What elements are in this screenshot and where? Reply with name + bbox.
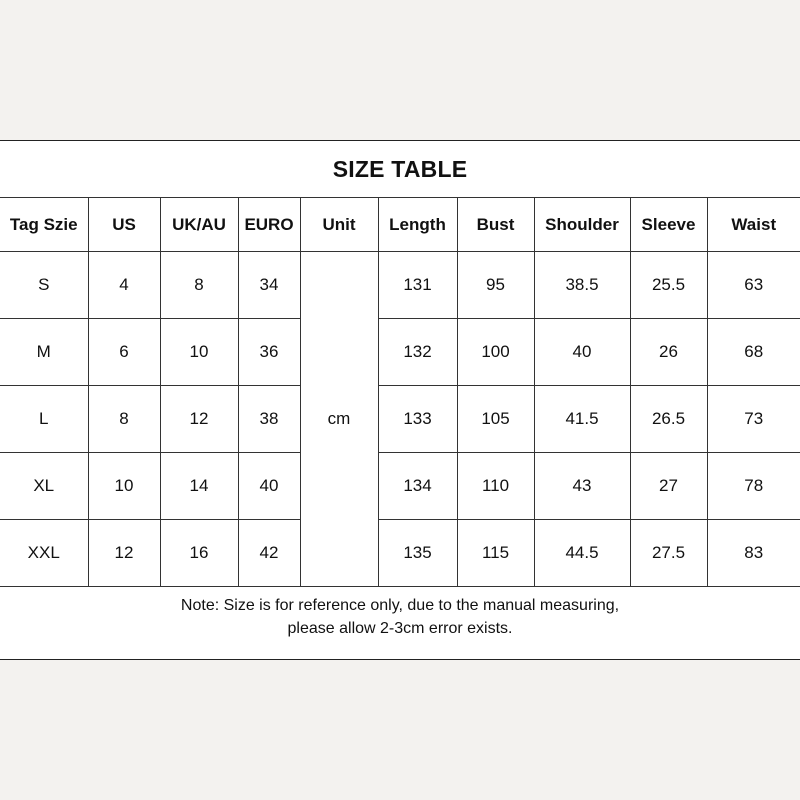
cell-sleeve: 25.5 (630, 252, 707, 319)
cell-sleeve: 26.5 (630, 386, 707, 453)
cell-shoulder: 40 (534, 319, 630, 386)
cell-length: 135 (378, 520, 457, 587)
cell-bust: 100 (457, 319, 534, 386)
header-bust: Bust (457, 198, 534, 252)
table-row (0, 453, 800, 520)
cell-sleeve: 26 (630, 319, 707, 386)
cell-uk-au: 12 (160, 386, 238, 453)
header-euro: EURO (238, 198, 300, 252)
cell-length: 134 (378, 453, 457, 520)
cell-unit: cm (300, 252, 378, 587)
header-tag-size: Tag Szie (0, 198, 88, 252)
cell-length: 133 (378, 386, 457, 453)
cell-length: 132 (378, 319, 457, 386)
cell-waist: 73 (707, 386, 800, 453)
cell-bust: 110 (457, 453, 534, 520)
cell-sleeve: 27 (630, 453, 707, 520)
cell-waist: 83 (707, 520, 800, 587)
cell-us: 6 (88, 319, 160, 386)
cell-us: 10 (88, 453, 160, 520)
cell-us: 4 (88, 252, 160, 319)
cell-shoulder: 43 (534, 453, 630, 520)
cell-euro: 42 (238, 520, 300, 587)
cell-us: 8 (88, 386, 160, 453)
header-shoulder: Shoulder (534, 198, 630, 252)
cell-euro: 36 (238, 319, 300, 386)
cell-euro: 40 (238, 453, 300, 520)
cell-shoulder: 44.5 (534, 520, 630, 587)
cell-shoulder: 38.5 (534, 252, 630, 319)
header-unit: Unit (300, 198, 378, 252)
table-row (0, 319, 800, 386)
header-row (0, 198, 800, 252)
cell-uk-au: 8 (160, 252, 238, 319)
cell-sleeve: 27.5 (630, 520, 707, 587)
cell-bust: 105 (457, 386, 534, 453)
cell-tag: XXL (0, 520, 88, 587)
header-us: US (88, 198, 160, 252)
cell-tag: S (0, 252, 88, 319)
header-length: Length (378, 198, 457, 252)
cell-euro: 38 (238, 386, 300, 453)
header-sleeve: Sleeve (630, 198, 707, 252)
cell-tag: XL (0, 453, 88, 520)
note-line-1: Note: Size is for reference only, due to the manual measuring, (180, 597, 620, 614)
cell-bust: 95 (457, 252, 534, 319)
header-uk-au: UK/AU (160, 198, 238, 252)
cell-uk-au: 10 (160, 319, 238, 386)
cell-length: 131 (378, 252, 457, 319)
cell-uk-au: 16 (160, 520, 238, 587)
size-table (0, 197, 800, 587)
cell-us: 12 (88, 520, 160, 587)
cell-tag: M (0, 319, 88, 386)
cell-shoulder: 41.5 (534, 386, 630, 453)
table-title: SIZE TABLE (332, 156, 468, 182)
cell-uk-au: 14 (160, 453, 238, 520)
note-line-2: please allow 2-3cm error exists. (287, 620, 513, 637)
header-waist: Waist (707, 198, 800, 252)
cell-waist: 78 (707, 453, 800, 520)
table-row (0, 520, 800, 587)
cell-waist: 68 (707, 319, 800, 386)
cell-bust: 115 (457, 520, 534, 587)
table-row (0, 386, 800, 453)
cell-tag: L (0, 386, 88, 453)
cell-euro: 34 (238, 252, 300, 319)
size-table-card (0, 140, 800, 660)
table-row (0, 252, 800, 319)
size-note (0, 594, 800, 640)
cell-waist: 63 (707, 252, 800, 319)
